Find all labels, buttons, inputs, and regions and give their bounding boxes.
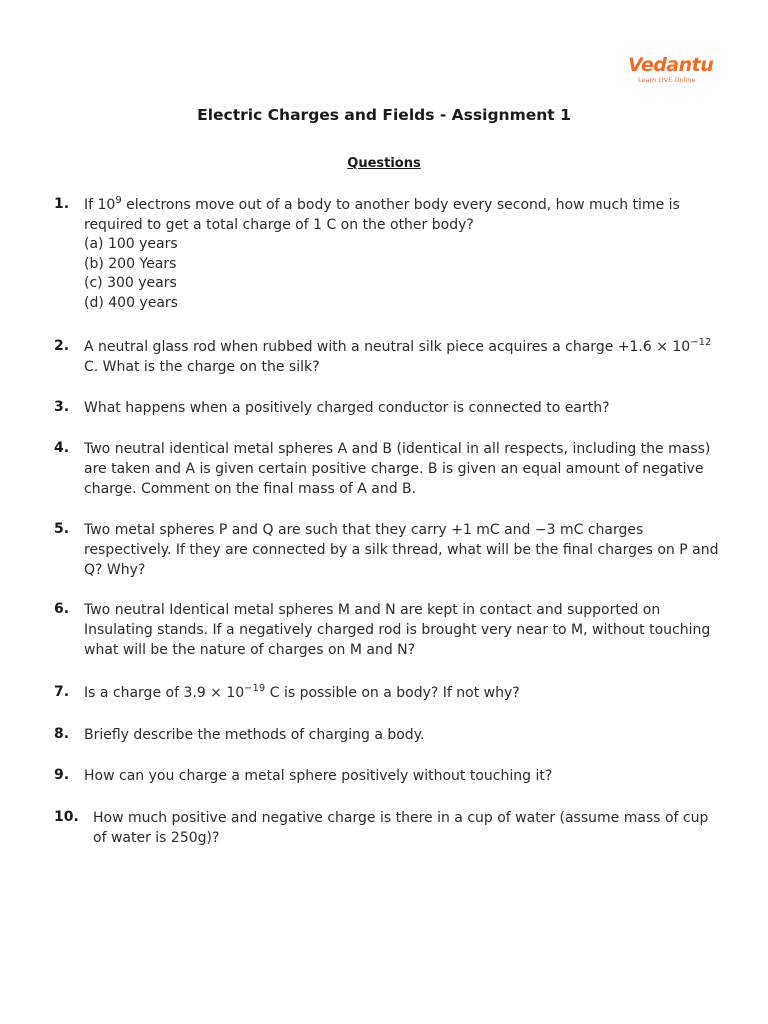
question-number: 6.: [54, 601, 70, 617]
question-3: [54, 398, 719, 418]
question-9: [54, 766, 719, 786]
question-8: [54, 725, 719, 745]
page-title: Electric Charges and Fields - Assignment 1: [197, 106, 571, 124]
option-c: (c) 300 years: [84, 275, 177, 291]
question-7: [54, 683, 719, 703]
question-text: Two metal spheres P and Q are such that they carry +1 mC and −3 mC charges respectively. If they are connected by a silk thread, what will be the final charges on P and Q? Why?: [84, 522, 719, 578]
question-4: [54, 439, 719, 499]
logo-wordmark: Vedantu: [628, 54, 714, 76]
question-2: [54, 337, 719, 377]
question-number: 3.: [54, 399, 70, 415]
question-number: 1.: [54, 196, 70, 212]
question-text: How can you charge a metal sphere positively without touching it?: [84, 768, 553, 784]
option-d: (d) 400 years: [84, 294, 178, 311]
question-text: A neutral glass rod when rubbed with a neutral silk piece acquires a charge $+1.6 \times 10^{-12}$ C. What is the charge on the silk?: [84, 337, 712, 375]
question-number: 9.: [54, 767, 70, 783]
logo-tagline: Learn LIVE Online: [638, 76, 696, 84]
question-text: What happens when a positively charged conductor is connected to earth?: [84, 400, 610, 416]
question-text: Briefly describe the methods of charging a body.: [84, 727, 425, 743]
question-6: [54, 600, 719, 660]
section-heading: Questions: [347, 156, 421, 171]
question-5: [54, 520, 719, 580]
question-text: If $10^9$ electrons move out of a body to another body every second, how much time is required to get a total charge of 1 C on the other body?: [84, 195, 680, 233]
question-text: Is a charge of $3.9 \times 10^{-19}$ C is possible on a body? If not why?: [84, 683, 520, 701]
question-number: 5.: [54, 521, 70, 537]
option-b: (b) 200 Years: [84, 255, 177, 272]
question-1: [54, 195, 719, 313]
question-text: Two neutral Identical metal spheres M and N are kept in contact and supported on Insulating stands. If a negatively charged rod is brought very near to M, without touching what will be the nature of charges on M and N?: [84, 602, 711, 658]
question-text: How much positive and negative charge is there in a cup of water (assume mass of cup of water is 250g)?: [93, 810, 709, 846]
question-number: 7.: [54, 684, 70, 700]
question-number: 8.: [54, 726, 70, 742]
question-number: 2.: [54, 338, 70, 354]
vedantu-logo: [628, 54, 714, 84]
question-number: 10.: [54, 809, 79, 825]
question-text: Two neutral identical metal spheres A and B (identical in all respects, including the mass) are taken and A is given certain positive charge. B is given an equal amount of negative charge. Comment on the final mass of A and B.: [84, 441, 711, 497]
question-10: [54, 808, 719, 848]
question-number: 4.: [54, 440, 70, 456]
option-a: (a) 100 years: [84, 236, 178, 252]
